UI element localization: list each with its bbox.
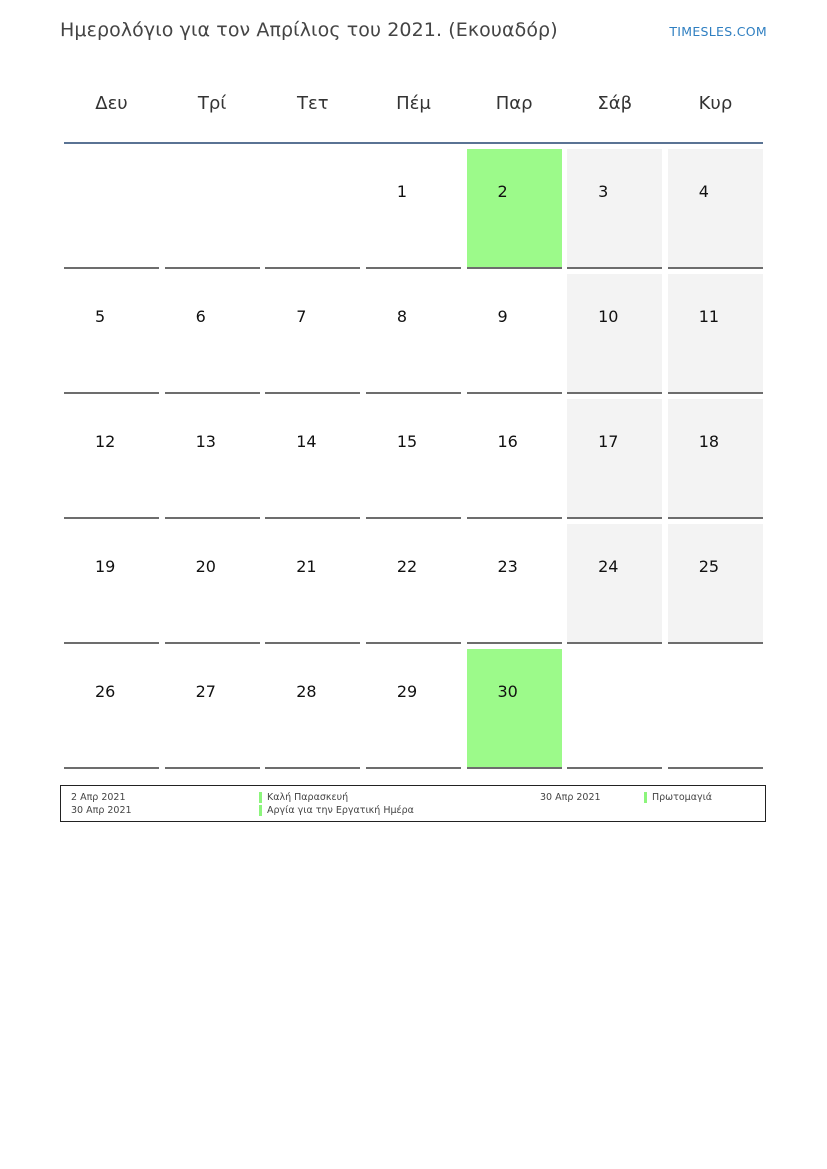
- day-number: 11: [698, 307, 720, 326]
- day-cell: [366, 649, 461, 769]
- day-cell: [265, 524, 360, 644]
- day-number: 23: [497, 557, 518, 576]
- day-cell: [668, 524, 763, 644]
- legend-date: 30 Απρ 2021: [71, 805, 132, 816]
- weekday-monday: Δευ: [95, 93, 128, 114]
- day-cell: [265, 649, 360, 769]
- holiday-color-marker: [644, 792, 647, 803]
- day-number: 16: [497, 432, 518, 451]
- day-cell: [165, 649, 260, 769]
- day-cell: [668, 274, 763, 394]
- day-cell: [467, 274, 562, 394]
- day-cell: [567, 399, 662, 519]
- empty-day-cell: [64, 149, 159, 269]
- holiday-legend: [60, 785, 766, 822]
- day-cell: [64, 274, 159, 394]
- day-cell: [366, 399, 461, 519]
- day-number: 29: [396, 682, 418, 701]
- day-cell: [467, 524, 562, 644]
- day-cell: [165, 524, 260, 644]
- holiday-color-marker: [259, 792, 262, 803]
- empty-day-cell: [265, 149, 360, 269]
- weekday-wednesday: Τετ: [297, 93, 329, 114]
- day-number: 21: [296, 557, 317, 576]
- empty-day-cell: [668, 649, 763, 769]
- day-number: 13: [195, 432, 216, 451]
- day-cell: [366, 524, 461, 644]
- day-number: 17: [598, 432, 619, 451]
- weekday-thursday: Πέμ: [396, 93, 431, 114]
- day-number: 15: [396, 432, 418, 451]
- weekday-tuesday: Τρί: [197, 93, 227, 114]
- calendar-grid: [64, 149, 763, 769]
- day-cell: [467, 649, 562, 769]
- site-link[interactable]: TIMESLES.COM: [669, 24, 767, 39]
- legend-row: [71, 791, 761, 804]
- day-number: 12: [95, 432, 116, 451]
- day-number: 26: [95, 682, 116, 701]
- day-cell: [366, 149, 461, 269]
- day-cell: [668, 399, 763, 519]
- day-number: 2: [497, 182, 508, 201]
- legend-row: [71, 804, 761, 817]
- weekday-friday: Παρ: [495, 93, 533, 114]
- page-title: Ημερολόγιο για τον Απρίλιος του 2021. (Εκουαδόρ): [60, 19, 558, 41]
- day-cell: [64, 399, 159, 519]
- day-number: 4: [698, 182, 709, 201]
- day-number: 14: [296, 432, 317, 451]
- day-cell: [467, 149, 562, 269]
- day-number: 20: [195, 557, 216, 576]
- day-number: 8: [396, 307, 408, 326]
- day-cell: [64, 649, 159, 769]
- legend-holiday-name: Αργία για την Εργατική Ημέρα: [267, 805, 414, 816]
- day-cell: [567, 274, 662, 394]
- day-cell: [467, 399, 562, 519]
- legend-date: 2 Απρ 2021: [71, 792, 126, 803]
- day-cell: [668, 149, 763, 269]
- day-number: 10: [598, 307, 619, 326]
- day-cell: [366, 274, 461, 394]
- day-cell: [567, 149, 662, 269]
- day-number: 18: [698, 432, 720, 451]
- day-number: 28: [296, 682, 317, 701]
- day-number: 1: [396, 182, 408, 201]
- holiday-color-marker: [259, 805, 262, 816]
- day-number: 22: [396, 557, 418, 576]
- day-cell: [165, 399, 260, 519]
- day-cell: [265, 399, 360, 519]
- day-number: 5: [95, 307, 106, 326]
- day-number: 27: [195, 682, 216, 701]
- day-cell: [265, 274, 360, 394]
- empty-day-cell: [165, 149, 260, 269]
- day-number: 19: [95, 557, 116, 576]
- header-divider: [64, 142, 763, 144]
- day-cell: [165, 274, 260, 394]
- day-number: 30: [497, 682, 518, 701]
- legend-holiday-name: Καλή Παρασκευή: [267, 792, 349, 803]
- weekday-saturday: Σάβ: [597, 93, 633, 114]
- day-number: 6: [195, 307, 206, 326]
- day-cell: [64, 524, 159, 644]
- day-number: 24: [598, 557, 619, 576]
- weekday-sunday: Κυρ: [698, 93, 733, 114]
- day-number: 7: [296, 307, 307, 326]
- day-number: 25: [698, 557, 720, 576]
- empty-day-cell: [567, 649, 662, 769]
- day-number: 3: [598, 182, 609, 201]
- day-cell: [567, 524, 662, 644]
- legend-date: 30 Απρ 2021: [540, 792, 601, 803]
- day-number: 9: [497, 307, 508, 326]
- legend-holiday-name: Πρωτομαγιά: [652, 792, 713, 803]
- weekday-header: [64, 80, 763, 128]
